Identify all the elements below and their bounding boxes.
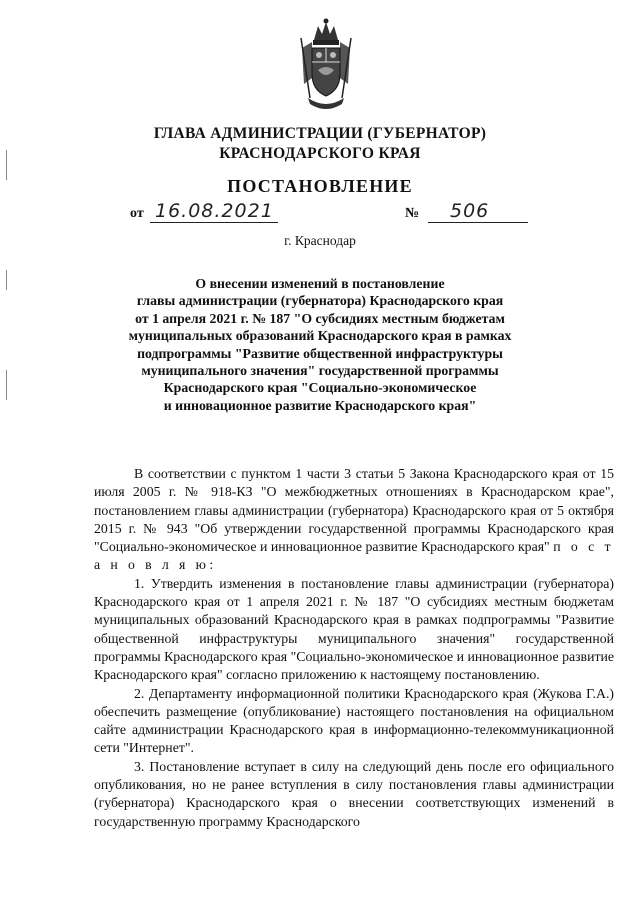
number-label: № bbox=[405, 206, 420, 221]
document-title bbox=[120, 275, 520, 414]
coat-of-arms-icon bbox=[298, 18, 354, 110]
title-line: подпрограммы "Развитие общественной инфраструктуры bbox=[137, 345, 503, 361]
resolve-word: п о с т а н о в л я ю: bbox=[94, 539, 614, 573]
title-line: главы администрации (губернатора) Краснодарского края bbox=[136, 293, 504, 309]
authority-title-line1: ГЛАВА АДМИНИСТРАЦИИ (ГУБЕРНАТОР) bbox=[153, 125, 487, 142]
item-3-paragraph: 3. Постановление вступает в силу на следующий день после его официального опубликования, но не ранее вступления в силу постановления главы администрации (губернатора) Краснодарского края о внесении соответствующих изменений в государственную программу Краснодарского bbox=[94, 758, 614, 829]
number-underline bbox=[428, 222, 528, 223]
title-line: и инновационное развитие Краснодарского края" bbox=[163, 397, 477, 413]
date-label: от bbox=[130, 206, 144, 221]
city-line: г. Краснодар bbox=[284, 233, 356, 248]
title-line: муниципальных образований Краснодарского края в рамках bbox=[128, 328, 512, 344]
scan-margin-mark bbox=[6, 370, 7, 400]
authority-title-line2: КРАСНОДАРСКОГО КРАЯ bbox=[219, 145, 421, 162]
handwritten-number: 506 bbox=[450, 200, 490, 222]
title-line: О внесении изменений в постановление bbox=[195, 276, 445, 291]
title-line: Краснодарского края "Социально-экономическое bbox=[163, 380, 477, 396]
item-2-paragraph: 2. Департаменту информационной политики Краснодарского края (Жукова Г.А.) обеспечить размещение (опубликование) настоящего постановления на официальном сайте администрации Краснодарского края в информационно-телекоммуникационной сети "Интернет". bbox=[94, 685, 614, 756]
document-body bbox=[94, 465, 614, 831]
handwritten-date: 16.08.2021 bbox=[155, 200, 274, 222]
preamble-paragraph bbox=[94, 465, 614, 575]
document-type: ПОСТАНОВЛЕНИЕ bbox=[227, 176, 413, 196]
scan-margin-mark bbox=[6, 270, 7, 290]
date-underline bbox=[150, 222, 278, 223]
title-line: от 1 апреля 2021 г. № 187 "О субсидиях местным бюджетам bbox=[135, 310, 505, 326]
preamble-text: В соответствии с пунктом 1 части 3 статьи 5 Закона Краснодарского края от 15 июля 2005 г. № 918-КЗ "О межбюджетных отношениях в Краснодарском крае", постановлением главы администрации (губернатора) Краснодарского края от 5 октября 2015 г. № 943 "Об утверждении государственной программы Краснодарского края "Социально-экономическое и инновационное развитие Краснодарского края" bbox=[94, 466, 614, 555]
item-1-paragraph: 1. Утвердить изменения в постановление главы администрации (губернатора) Краснодарского края от 1 апреля 2021 г. № 187 "О субсидиях местным бюджетам муниципальных образований Краснодарского края в рамках подпрограммы "Развитие общественной инфраструктуры муниципального значения" государственной программы Краснодарского края "Социально-экономическое и инновационное развитие Краснодарского края" согласно приложению к настоящему постановлению. bbox=[94, 575, 614, 683]
title-line: муниципального значения" государственной программы bbox=[141, 363, 499, 379]
